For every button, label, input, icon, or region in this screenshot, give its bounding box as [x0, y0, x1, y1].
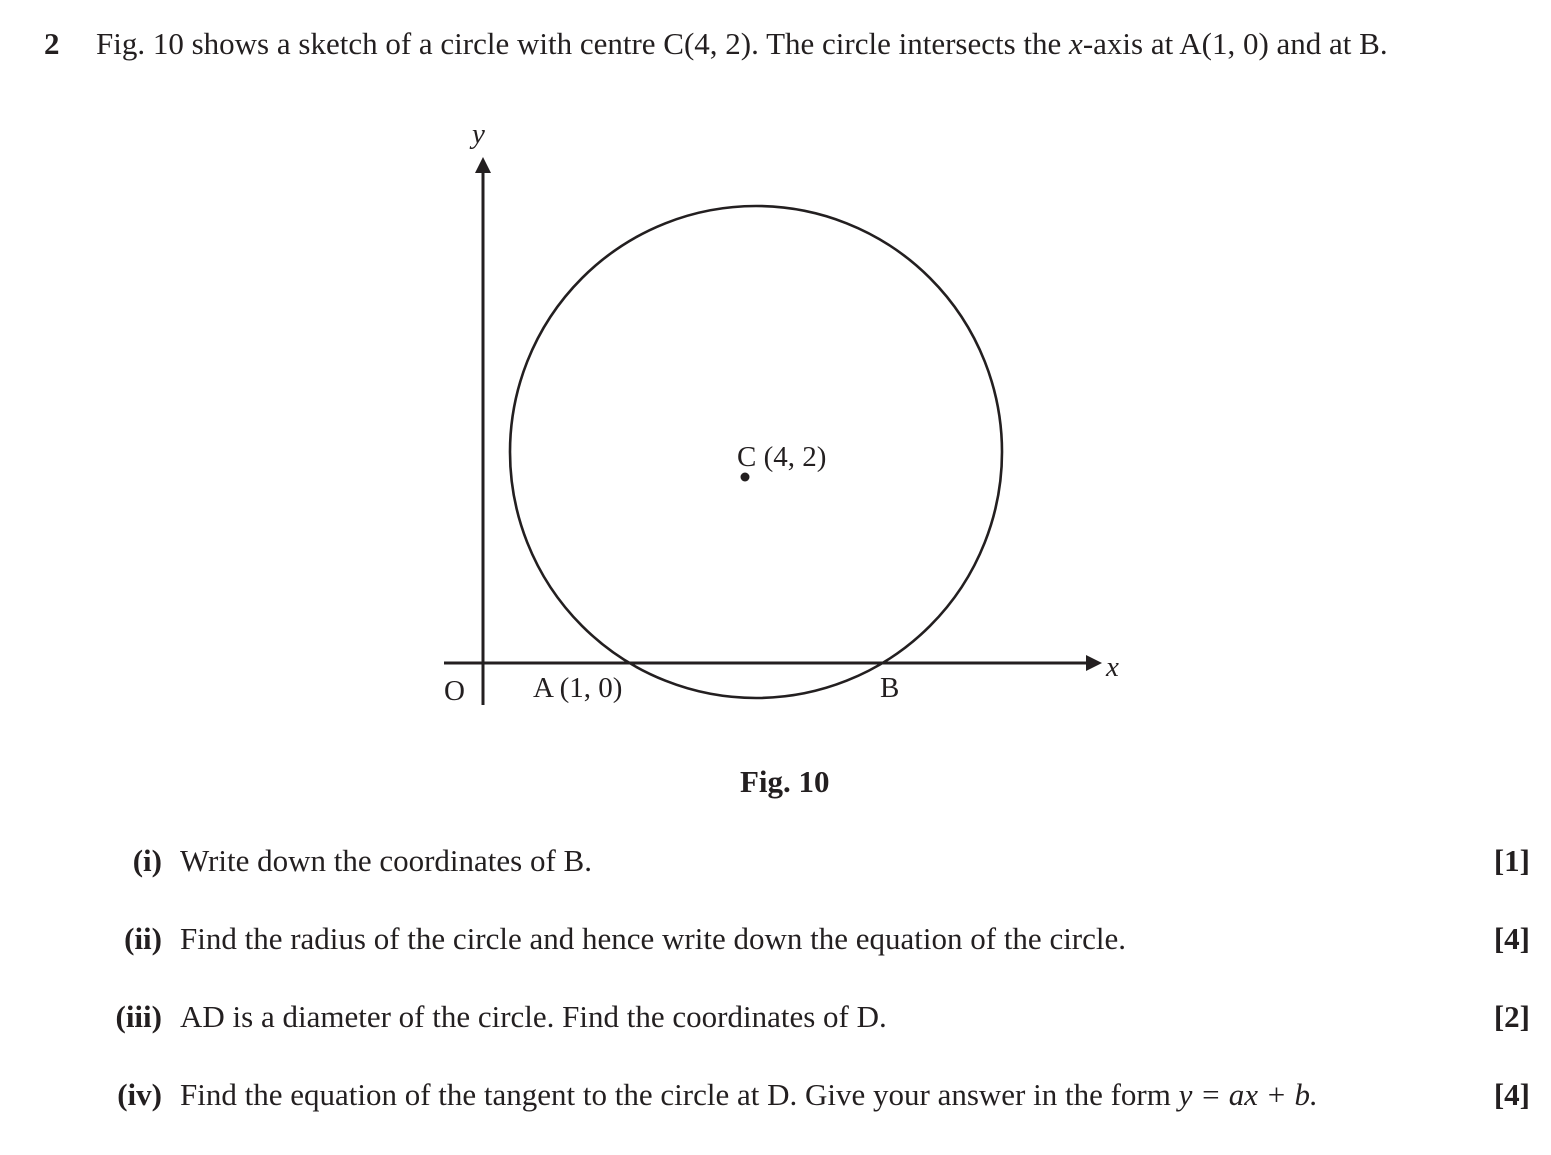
part-ii — [0, 921, 1551, 961]
part-iv — [0, 1077, 1551, 1117]
part-marks: [2] — [1493, 999, 1530, 1034]
part-label: (ii) — [124, 921, 162, 956]
part-text: Write down the coordinates of B. — [180, 843, 592, 878]
part-label: (iii) — [115, 999, 162, 1034]
part-text-main: Find the equation of the tangent to the circle at D. Give your answer in the form — [180, 1077, 1179, 1112]
part-marks: [1] — [1493, 843, 1530, 878]
point-a-label: A (1, 0) — [533, 672, 623, 704]
centre-label: C (4, 2) — [737, 441, 827, 473]
figure-caption: Fig. 10 — [740, 764, 830, 799]
formula: y = ax + b. — [1178, 1077, 1318, 1112]
point-b-label: B — [880, 672, 900, 704]
part-text: Find the radius of the circle and hence write down the equation of the circle. — [180, 921, 1127, 956]
intro-x-var: x — [1069, 26, 1083, 61]
centre-point — [741, 473, 750, 482]
part-iii — [0, 999, 1551, 1039]
part-label: (iv) — [117, 1077, 162, 1112]
question-number: 2 — [44, 26, 60, 61]
part-marks: [4] — [1493, 921, 1530, 956]
origin-label: O — [444, 675, 465, 707]
part-text — [180, 1077, 1318, 1113]
y-axis-arrow-icon — [475, 157, 491, 173]
part-label: (i) — [132, 843, 162, 878]
part-text: AD is a diameter of the circle. Find the coordinates of D. — [180, 999, 887, 1034]
intro-text-1: Fig. 10 shows a sketch of a circle with centre C(4, 2). The circle intersects the — [96, 26, 1070, 61]
x-axis-arrow-icon — [1086, 655, 1102, 671]
intro-text-2: -axis at A(1, 0) and at B. — [1082, 26, 1388, 61]
x-axis-label: x — [1106, 651, 1119, 683]
y-axis-label: y — [472, 118, 485, 150]
part-marks: [4] — [1493, 1077, 1530, 1112]
part-i — [0, 843, 1551, 883]
